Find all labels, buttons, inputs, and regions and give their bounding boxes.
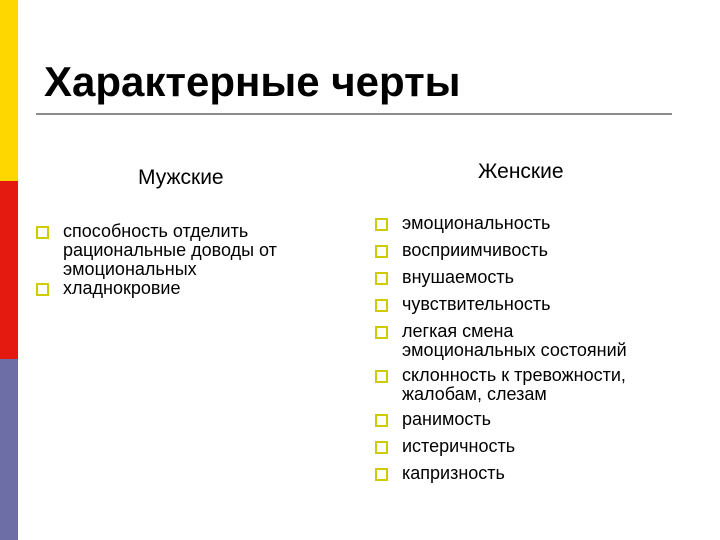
men-traits-list <box>36 222 336 298</box>
accent-bar-red <box>0 181 18 359</box>
accent-bar-yellow <box>0 0 18 181</box>
list-item <box>375 410 695 429</box>
list-item-text: чувствительность <box>402 294 551 314</box>
list-item-text: хладнокровие <box>63 278 181 298</box>
square-bullet-icon <box>375 468 388 481</box>
square-bullet-icon <box>375 299 388 312</box>
list-item <box>375 214 695 233</box>
square-bullet-icon <box>375 441 388 454</box>
square-bullet-icon <box>375 326 388 339</box>
square-bullet-icon <box>36 226 49 239</box>
square-bullet-icon <box>375 245 388 258</box>
women-column-heading: Женские <box>478 160 564 183</box>
accent-bar-purple <box>0 359 18 540</box>
square-bullet-icon <box>375 414 388 427</box>
list-item-text: склонность к тревожности, жалобам, слезам <box>402 365 626 404</box>
list-item <box>375 366 695 404</box>
list-item <box>375 464 695 483</box>
list-item-text: способность отделить рациональные доводы от эмоциональных <box>63 221 277 279</box>
list-item-text: капризность <box>402 463 505 483</box>
square-bullet-icon <box>375 272 388 285</box>
list-item <box>375 322 695 360</box>
list-item-text: эмоциональность <box>402 213 551 233</box>
list-item-text: легкая смена эмоциональных состояний <box>402 321 627 360</box>
list-item <box>375 437 695 456</box>
square-bullet-icon <box>375 218 388 231</box>
list-item <box>36 279 336 298</box>
women-traits-list <box>375 214 695 491</box>
men-column-heading: Мужские <box>138 166 224 189</box>
list-item-text: истеричность <box>402 436 516 456</box>
list-item-text: ранимость <box>402 409 492 429</box>
slide-title: Характерные черты <box>44 58 461 105</box>
square-bullet-icon <box>375 370 388 383</box>
list-item <box>36 222 336 279</box>
list-item <box>375 241 695 260</box>
list-item <box>375 268 695 287</box>
list-item-text: внушаемость <box>402 267 514 287</box>
title-divider <box>36 113 672 115</box>
list-item <box>375 295 695 314</box>
list-item-text: восприимчивость <box>402 240 549 260</box>
square-bullet-icon <box>36 283 49 296</box>
